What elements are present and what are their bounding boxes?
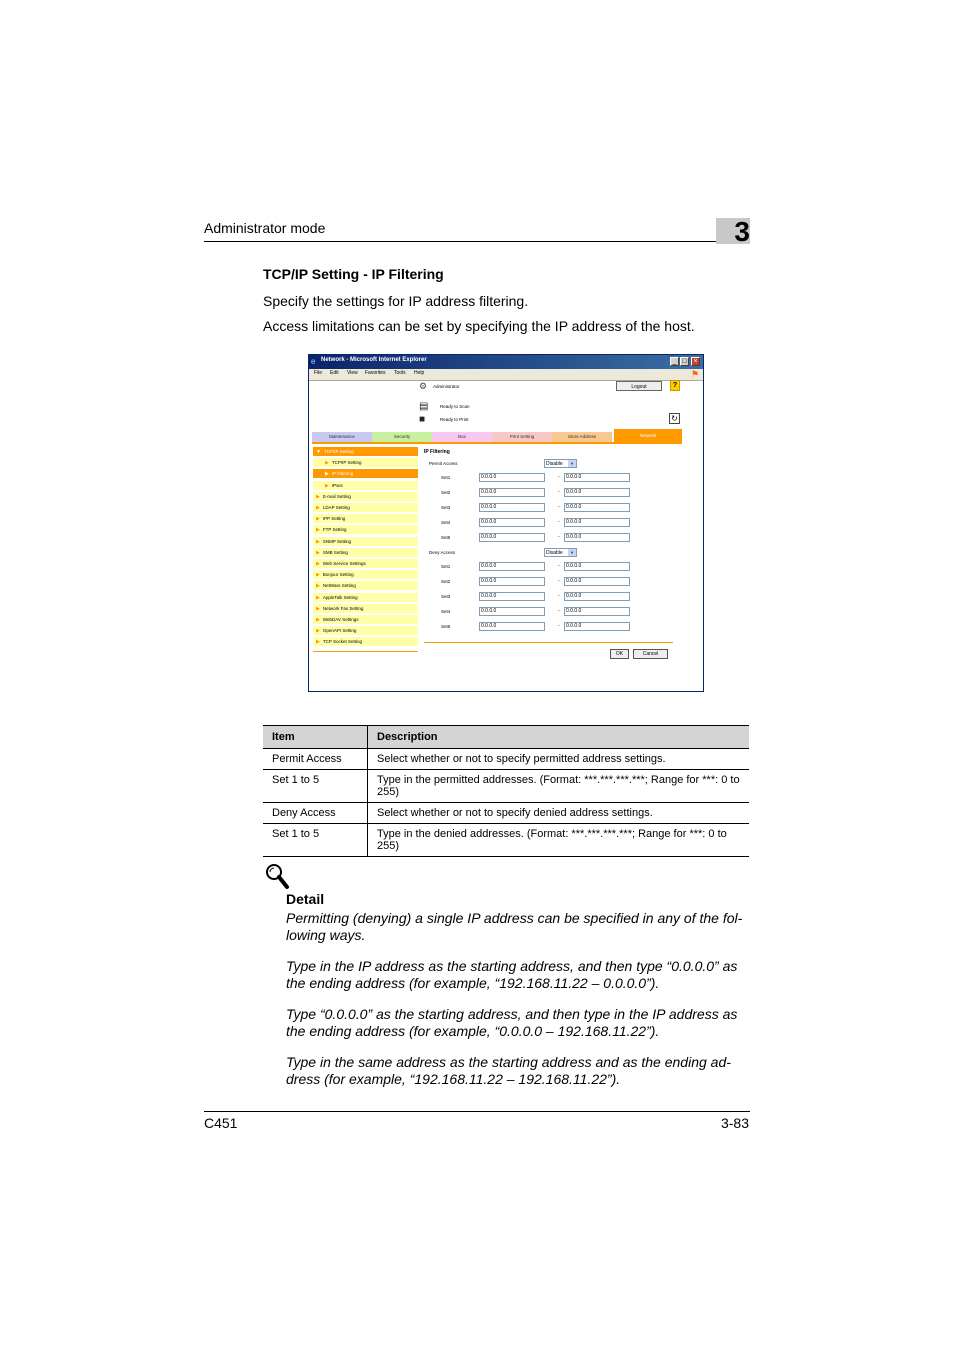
start-address-input[interactable]: 0.0.0.0 <box>479 592 545 601</box>
start-address-input[interactable]: 0.0.0.0 <box>479 577 545 586</box>
set-label: Set5 <box>441 624 451 629</box>
sidebar-end-rule <box>313 651 418 652</box>
column-header: Item <box>263 726 368 749</box>
sidebar-item[interactable] <box>313 537 418 547</box>
set-label: Set3 <box>441 594 451 599</box>
arrow-icon: ▶ <box>316 583 320 590</box>
description-cell: Type in the permitted addresses. (Format: ***.***.***.***; Range for ***: 0 to 255) <box>368 770 750 803</box>
tab-network[interactable]: Network <box>614 429 682 442</box>
detail-paragraph: Type “0.0.0.0” as the starting address, and then type in the IP address as the ending address (for example, “0.0.0.0 – 192.168.11.22”). <box>286 1006 738 1039</box>
arrow-icon: ▶ <box>316 527 320 534</box>
start-address-input[interactable]: 0.0.0.0 <box>479 518 545 527</box>
set-label: Set3 <box>441 505 451 510</box>
arrow-icon: ▶ <box>316 549 320 556</box>
tab-box[interactable]: Box <box>432 432 492 442</box>
sidebar-item[interactable] <box>313 447 418 457</box>
table-row <box>263 803 749 824</box>
set-label: Set2 <box>441 579 451 584</box>
sidebar-item[interactable] <box>313 615 418 625</box>
cancel-button[interactable]: Cancel <box>633 649 668 659</box>
start-address-input[interactable]: 0.0.0.0 <box>479 533 545 542</box>
end-address-input[interactable]: 0.0.0.0 <box>564 607 630 616</box>
arrow-icon: ▶ <box>316 594 320 601</box>
menu-favorites[interactable]: Favorites <box>365 370 386 376</box>
arrow-icon: ▶ <box>325 471 329 478</box>
detail-paragraph: Type in the same address as the starting address and as the ending ad-dress (for example, “192.168.11.22 – 192.168.11.22”). <box>286 1054 731 1087</box>
sidebar-item-label: AppleTalk Setting <box>322 594 358 600</box>
sidebar-item[interactable] <box>313 481 418 491</box>
arrow-icon: ▶ <box>316 561 320 567</box>
sidebar-item[interactable] <box>313 492 418 502</box>
item-cell: Deny Access <box>263 803 368 824</box>
sidebar-item-label: Bonjour Setting <box>322 572 354 578</box>
browser-screenshot <box>308 354 704 692</box>
help-button[interactable]: ? <box>670 380 680 391</box>
start-address-input[interactable]: 0.0.0.0 <box>479 488 545 497</box>
logout-button[interactable]: Logout <box>616 381 662 391</box>
start-address-input[interactable]: 0.0.0.0 <box>479 607 545 616</box>
arrow-icon: ▶ <box>325 460 329 467</box>
end-address-input[interactable]: 0.0.0.0 <box>564 533 630 542</box>
footer-model: C451 <box>204 1115 238 1131</box>
deny-access-select[interactable] <box>544 548 577 557</box>
arrow-icon: ▶ <box>316 617 320 623</box>
range-separator: - <box>558 534 560 540</box>
intro-paragraph: Access limitations can be set by specifying the IP address of the host. <box>263 318 695 334</box>
window-title: Network - Microsoft Internet Explorer <box>321 357 427 363</box>
arrow-icon: ▶ <box>325 482 329 489</box>
chapter-number: 3 <box>734 216 750 247</box>
detail-paragraph: Type in the IP address as the starting address, and then type “0.0.0.0” as the ending address (for example, “192.168.11.22 – 0.0.0.0”). <box>286 958 738 991</box>
settings-table <box>263 725 749 857</box>
table-row <box>263 824 749 857</box>
tab-print-setting[interactable]: Print Setting <box>492 432 552 442</box>
arrow-icon: ▶ <box>316 605 320 612</box>
end-address-input[interactable]: 0.0.0.0 <box>564 473 630 482</box>
range-separator: - <box>558 504 560 510</box>
range-separator: - <box>558 519 560 525</box>
sidebar-item-label: Web Service Settings <box>322 561 366 566</box>
arrow-icon: ▶ <box>316 505 320 511</box>
expand-arrow-icon: ▼ <box>316 449 321 455</box>
arrow-icon: ▶ <box>316 572 320 579</box>
detail-heading: Detail <box>286 891 325 907</box>
chevron-down-icon: ▼ <box>568 549 576 556</box>
sidebar-item[interactable] <box>313 570 418 580</box>
printer-icon: ■ <box>419 414 426 425</box>
column-header: Description <box>368 726 750 749</box>
sidebar-item-label: IP Filtering <box>331 471 354 477</box>
sidebar-item-label: TCP/IP Setting <box>331 460 362 466</box>
description-cell: Select whether or not to specify denied address settings. <box>368 803 750 824</box>
arrow-icon: ▶ <box>316 493 320 500</box>
menu-view[interactable]: View <box>347 370 358 376</box>
menu-bar <box>309 369 703 381</box>
maximize-icon[interactable]: □ <box>680 357 689 366</box>
table-row <box>263 770 749 803</box>
sidebar-item-label: SNMP Setting <box>322 538 352 544</box>
sidebar-item-label: LDAP Setting <box>322 505 350 510</box>
print-status: Ready to Print <box>440 417 469 422</box>
running-header: Administrator mode <box>204 220 326 236</box>
end-address-input[interactable]: 0.0.0.0 <box>564 622 630 631</box>
sidebar-item[interactable] <box>313 525 418 535</box>
sidebar-item[interactable] <box>313 503 418 513</box>
sidebar-item[interactable] <box>313 469 418 479</box>
windows-logo-icon: ⚑ <box>690 369 700 379</box>
sidebar-item-label: SMB Setting <box>322 549 348 555</box>
tab-security[interactable]: Security <box>372 432 432 442</box>
start-address-input[interactable]: 0.0.0.0 <box>479 473 545 482</box>
tab-store-address[interactable]: Store Address <box>552 432 612 442</box>
chevron-down-icon: ▼ <box>568 460 576 467</box>
sidebar-item-label: TCP/IP Setting <box>323 449 354 454</box>
sidebar-item-label: WebDAV Settings <box>322 617 359 622</box>
set-label: Set4 <box>441 609 451 614</box>
permit-access-select[interactable] <box>544 459 577 468</box>
end-address-input[interactable]: 0.0.0.0 <box>564 562 630 571</box>
menu-tools[interactable]: Tools <box>394 370 406 376</box>
tab-maintenance[interactable]: Maintenance <box>312 432 372 442</box>
set-label: Set4 <box>441 520 451 525</box>
item-cell: Permit Access <box>263 749 368 770</box>
arrow-icon: ▶ <box>316 516 320 523</box>
sidebar-item[interactable] <box>313 548 418 558</box>
set-label: Set5 <box>441 535 451 540</box>
range-separator: - <box>558 608 560 614</box>
arrow-icon: ▶ <box>316 628 320 635</box>
range-separator: - <box>558 489 560 495</box>
sidebar-item-label: IPP Setting <box>322 516 346 522</box>
intro-paragraph: Specify the settings for IP address filtering. <box>263 293 529 309</box>
footer-rule <box>204 1111 750 1112</box>
minimize-icon[interactable]: _ <box>670 357 679 366</box>
set-label: Set1 <box>441 564 451 569</box>
sidebar-item-label: TCP Socket Setting <box>322 639 363 645</box>
item-cell: Set 1 to 5 <box>263 824 368 857</box>
sidebar-item-label: FTP Setting <box>322 527 347 533</box>
start-address-input[interactable]: 0.0.0.0 <box>479 622 545 631</box>
sidebar-item-label: NetWare Setting <box>322 583 356 589</box>
sidebar-item[interactable] <box>313 514 418 524</box>
form-rule <box>424 642 673 643</box>
start-address-input[interactable]: 0.0.0.0 <box>479 562 545 571</box>
table-row <box>263 749 749 770</box>
menu-file[interactable]: File <box>314 370 323 376</box>
sidebar-item[interactable] <box>313 559 418 569</box>
end-address-input[interactable]: 0.0.0.0 <box>564 577 630 586</box>
description-cell: Select whether or not to specify permitted address settings. <box>368 749 750 770</box>
ok-button[interactable]: OK <box>610 649 629 659</box>
arrow-icon: ▶ <box>316 639 320 646</box>
select-value: Disable <box>546 550 563 556</box>
detail-paragraph: Permitting (denying) a single IP address can be specified in any of the fol-lowing ways. <box>286 910 743 943</box>
description-cell: Type in the denied addresses. (Format: ***.***.***.***; Range for ***: 0 to 255) <box>368 824 750 857</box>
sidebar-item-label: Network Fax Setting <box>322 605 364 611</box>
sidebar-item-label: OpenAPI Setting <box>322 628 357 634</box>
end-address-input[interactable]: 0.0.0.0 <box>564 488 630 497</box>
item-cell: Set 1 to 5 <box>263 770 368 803</box>
end-address-input[interactable]: 0.0.0.0 <box>564 518 630 527</box>
user-name: Administrator <box>433 384 460 389</box>
tab-underline <box>312 442 682 444</box>
sidebar-item[interactable] <box>313 581 418 591</box>
ie-icon: e <box>311 357 316 366</box>
menu-edit[interactable]: Edit <box>330 370 339 376</box>
administrator-icon: ⚙ <box>419 381 428 391</box>
end-address-input[interactable]: 0.0.0.0 <box>564 592 630 601</box>
section-title: TCP/IP Setting - IP Filtering <box>263 266 444 282</box>
sidebar-item[interactable] <box>313 604 418 614</box>
window-titlebar <box>309 355 703 369</box>
sidebar-item[interactable] <box>313 626 418 636</box>
menu-help[interactable]: Help <box>414 370 425 376</box>
sidebar-item[interactable] <box>313 637 418 647</box>
set-label: Set2 <box>441 490 451 495</box>
arrow-icon: ▶ <box>316 538 320 545</box>
range-separator: - <box>558 563 560 569</box>
form-title: IP Filtering <box>424 449 450 455</box>
close-icon[interactable]: × <box>691 357 700 366</box>
magnifier-icon <box>264 862 290 890</box>
select-value: Disable <box>546 461 563 467</box>
start-address-input[interactable]: 0.0.0.0 <box>479 503 545 512</box>
sidebar-item-label: E-mail Setting <box>322 493 351 499</box>
range-separator: - <box>558 623 560 629</box>
sidebar-item[interactable] <box>313 458 418 468</box>
refresh-icon[interactable]: ↻ <box>669 413 680 424</box>
range-separator: - <box>558 578 560 584</box>
sidebar-item-label: IPsec <box>331 482 344 488</box>
scanner-icon: ▤ <box>419 401 429 412</box>
range-separator: - <box>558 593 560 599</box>
permit-access-label: Permit Access <box>429 461 458 466</box>
deny-access-label: Deny Access <box>429 550 456 555</box>
sidebar-item[interactable] <box>313 593 418 603</box>
set-label: Set1 <box>441 475 451 480</box>
table-header-row <box>263 726 749 749</box>
end-address-input[interactable]: 0.0.0.0 <box>564 503 630 512</box>
scan-status: Ready to Scan <box>440 404 470 409</box>
range-separator: - <box>558 474 560 480</box>
header-rule <box>204 241 750 242</box>
page-number: 3-83 <box>720 1115 749 1131</box>
